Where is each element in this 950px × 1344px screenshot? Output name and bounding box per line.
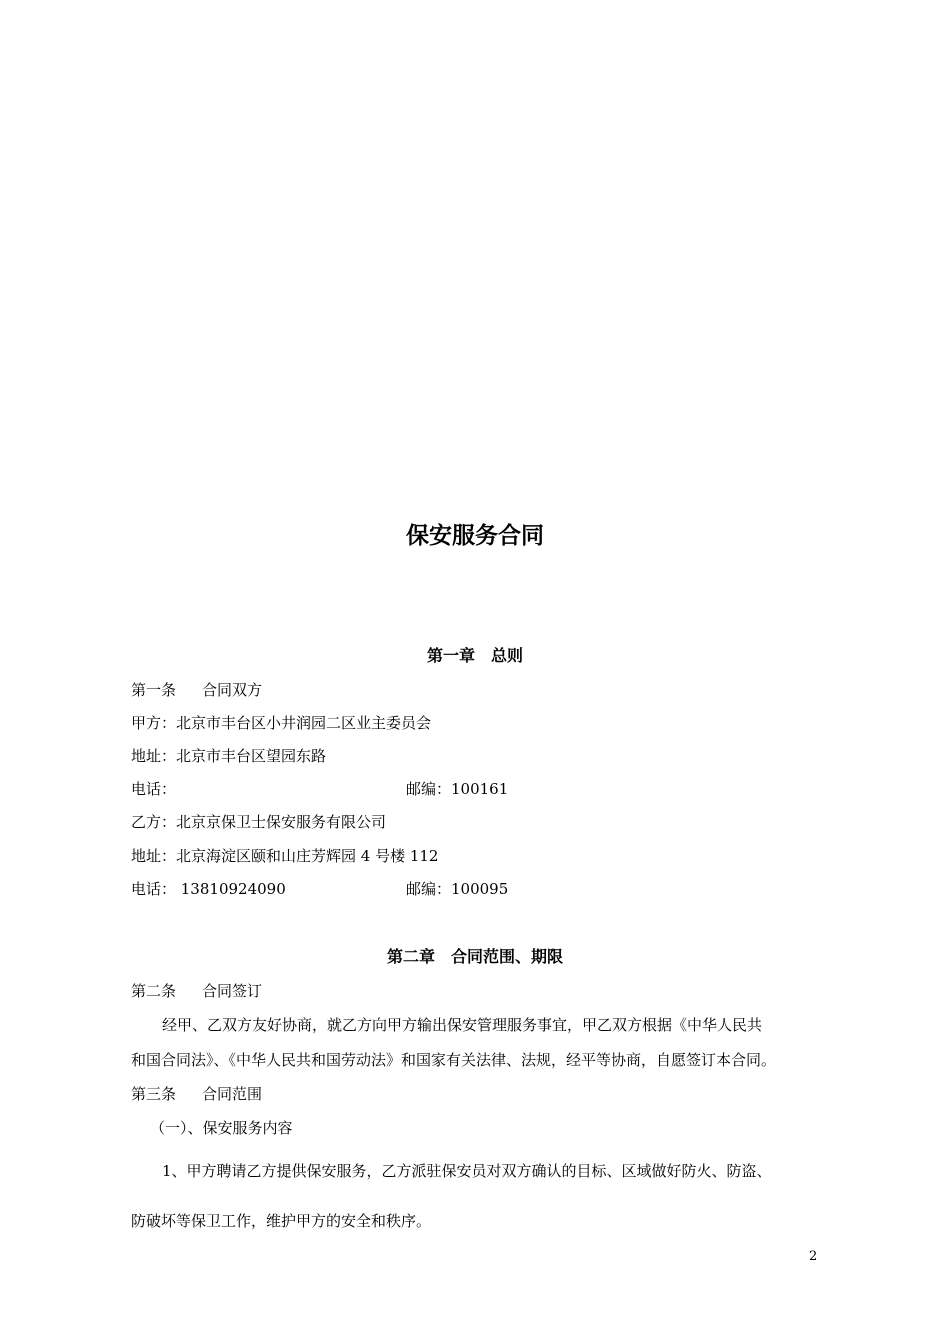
item-1-text-line-1: 1、甲方聘请乙方提供保安服务，乙方派驻保安员对双方确认的目标、区域做好防火、防盗、 [162, 1162, 772, 1180]
article-2-number: 第二条 [131, 982, 177, 1000]
article-3-heading [131, 1083, 262, 1104]
article-3-number: 第三条 [131, 1085, 177, 1103]
article-3-title: 合同范围 [202, 1085, 263, 1103]
article-2-heading [131, 980, 262, 1001]
party-a-address: 地址：北京市丰台区望园东路 [131, 747, 327, 765]
chapter-1-heading: 第一章 总则 [426, 646, 523, 665]
article-2-text-line-2: 和国合同法》、《中华人民共和国劳动法》和国家有关法律、法规，经平等协商，自愿签订本合同。 [131, 1051, 777, 1069]
article-2-text-line-1: 经甲、乙双方友好协商，就乙方向甲方输出保安管理服务事宜，甲乙双方根据《中华人民共 [162, 1016, 763, 1034]
party-a-name: 甲方：北京市丰台区小井润园二区业主委员会 [131, 714, 432, 732]
party-b-postcode: 邮编：100095 [406, 880, 509, 898]
article-2-title: 合同签订 [202, 982, 263, 1000]
party-a-phone: 电话： [131, 780, 177, 798]
chapter-2-heading: 第二章 合同范围、期限 [386, 947, 563, 966]
party-b-phone: 电话： 13810924090 [131, 880, 286, 898]
party-b-address: 地址：北京海淀区颐和山庄芳辉园 4 号楼 112 [131, 847, 439, 865]
article-1-heading [131, 679, 262, 700]
party-b-name: 乙方：北京京保卫士保安服务有限公司 [131, 813, 387, 831]
party-a-contact [131, 778, 509, 799]
party-b-contact [131, 878, 509, 899]
party-a-postcode: 邮编：100161 [406, 780, 509, 798]
item-1-text-line-2: 防破坏等保卫工作，维护甲方的安全和秩序。 [131, 1212, 432, 1230]
article-1-title: 合同双方 [202, 681, 263, 699]
page-number: 2 [809, 1249, 818, 1264]
section-1-heading: （一）、保安服务内容 [150, 1119, 293, 1137]
document-title: 保安服务合同 [406, 523, 544, 549]
article-1-number: 第一条 [131, 681, 177, 699]
